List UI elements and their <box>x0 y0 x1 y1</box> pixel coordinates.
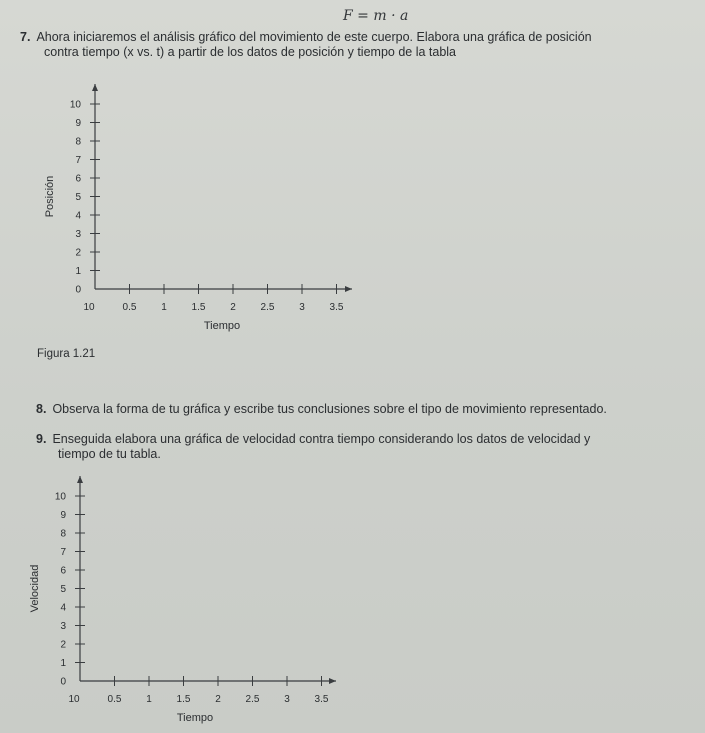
question-7-number: 7. <box>20 30 31 44</box>
y-tick-label: 8 <box>60 528 66 540</box>
y-tick-label: 0 <box>75 284 81 296</box>
x-tick-label: 10 <box>83 302 95 313</box>
y-tick-label: 1 <box>60 658 66 669</box>
y-tick-label: 2 <box>60 639 66 651</box>
question-7-line1: Ahora iniciaremos el análisis gráfico del movimiento de este cuerpo. Elabora una gráfica de posición <box>36 30 592 44</box>
y-tick-label: 6 <box>60 565 66 577</box>
y-axis-arrow <box>77 476 83 483</box>
x-tick-label: 3.5 <box>314 694 329 705</box>
x-tick-label: 1 <box>161 302 167 313</box>
x-tick-label: 0.5 <box>122 302 137 313</box>
x-tick-label: 1.5 <box>191 302 206 313</box>
y-tick-label: 9 <box>75 118 81 129</box>
y-tick-label: 6 <box>75 173 81 185</box>
x-tick-label: 1.5 <box>176 694 191 705</box>
y-tick-label: 7 <box>60 547 66 558</box>
y-tick-label: 3 <box>60 621 66 632</box>
y-tick-label: 7 <box>75 155 81 166</box>
y-tick-label: 4 <box>75 210 81 222</box>
y-tick-label: 2 <box>75 247 81 259</box>
x-axis-title: Tiempo <box>203 320 241 332</box>
y-tick-label: 10 <box>69 99 81 111</box>
x-axis-title: Tiempo <box>176 712 214 724</box>
x-tick-label: 2 <box>215 694 221 705</box>
x-axis-arrow <box>329 678 336 684</box>
y-tick-label: 0 <box>60 676 66 688</box>
question-9-number: 9. <box>36 432 47 446</box>
question-7-line2: contra tiempo (x vs. t) a partir de los datos de posición y tiempo de la tabla <box>44 45 457 59</box>
question-8-text: Observa la forma de tu gráfica y escribe tus conclusiones sobre el tipo de movimiento representado. <box>52 402 607 416</box>
x-tick-label: 2 <box>230 302 236 313</box>
y-tick-label: 10 <box>54 491 66 503</box>
y-tick-label: 5 <box>60 584 66 595</box>
x-tick-label: 10 <box>68 694 80 705</box>
x-tick-label: 3.5 <box>329 302 344 313</box>
question-8-number: 8. <box>36 402 47 416</box>
y-tick-label: 1 <box>75 266 81 277</box>
x-tick-label: 2.5 <box>260 302 275 313</box>
x-tick-label: 2.5 <box>245 694 260 705</box>
x-tick-label: 0.5 <box>107 694 122 705</box>
figure-caption: Figura 1.21 <box>37 348 96 360</box>
y-axis-title: Posición <box>44 175 56 218</box>
y-tick-label: 3 <box>75 229 81 240</box>
question-9-line1: Enseguida elabora una gráfica de velocidad contra tiempo considerando los datos de velocidad y <box>52 432 591 446</box>
question-9-line2: tiempo de tu tabla. <box>58 447 161 461</box>
y-tick-label: 4 <box>60 602 66 614</box>
x-tick-label: 1 <box>146 694 152 705</box>
x-tick-label: 3 <box>284 694 290 705</box>
y-tick-label: 9 <box>60 510 66 521</box>
y-tick-label: 8 <box>75 136 81 148</box>
formula: F = m · a <box>343 8 409 24</box>
y-tick-label: 5 <box>75 192 81 203</box>
x-tick-label: 3 <box>299 302 305 313</box>
y-axis-title: Velocidad <box>29 564 41 613</box>
